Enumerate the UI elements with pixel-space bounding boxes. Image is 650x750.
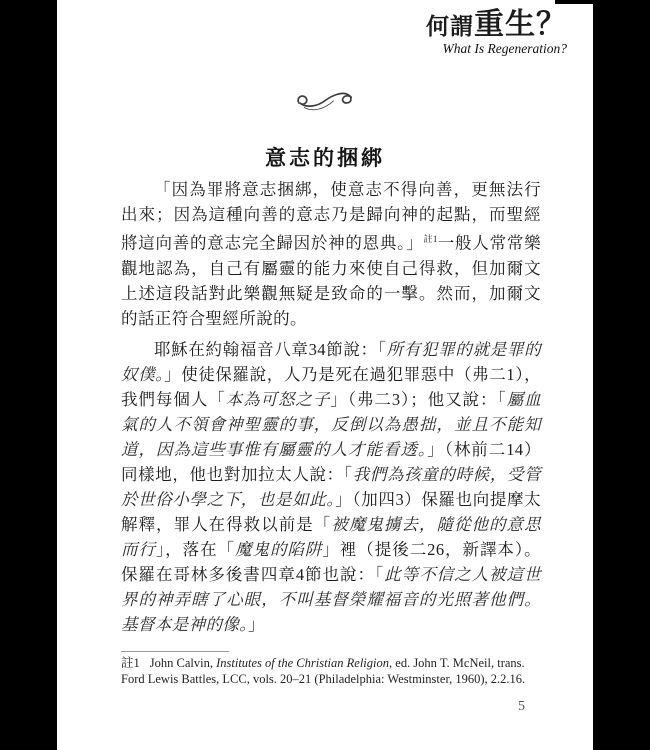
footnote-label: 註1 [121,656,140,670]
running-head [426,10,567,56]
footnote-citation: John Calvin, Institutes of the Christian Religion, ed. John T. McNeil, trans. Ford Lewis Battles, LCC, vols. 20–21 (Philadelphia: Westminster, 1960), 2.2.16. [121,656,526,686]
page-number: 5 [518,699,525,714]
book-title [426,10,567,40]
book-page [57,0,593,750]
scan-edge-artifact [555,0,593,4]
ornament-container [57,86,593,119]
body-text [121,177,541,643]
book-title-prefix: 何謂 [426,14,474,39]
footnote-block [121,651,545,687]
paragraph: 「因為罪將意志捆綁，使意志不得向善，更無法行出來；因為這種向善的意志乃是歸向神的起點，而聖經將這向善的意志完全歸因於神的恩典。」$^{註1}$一般人常常樂觀地認為，自己有屬靈的能力來使自己得救，但加爾文上述這段話對此樂觀無疑是致命的一擊。然而，加爾文的話正符合聖經所說的。 [121,180,541,328]
footnote-divider [121,651,229,652]
book-title-main: 重生？ [474,8,567,41]
section-heading: 意志的捆綁 [265,146,385,170]
footnote [121,656,545,687]
book-subtitle: What Is Regeneration? [442,41,567,56]
paragraph: 耶穌在約翰福音八章34節說：「所有犯罪的就是罪的奴僕。」使徒保羅說，人乃是死在過犯罪惡中（弗二1），我們每個人「本為可怒之子」（弗二3）；他又說：「屬血氣的人不領會神聖靈的事，反倒以為愚拙，並且不能知道，因為這些事惟有屬靈的人才能看透。」（林前二14）同樣地，他也對加拉太人說：「我們為孩童的時候，受管於世俗小學之下，也是如此。」（加四3）保羅也向提摩太解釋，罪人在得救以前是「被魔鬼擄去，隨從他的意思而行」，落在「魔鬼的陷阱」裡（提後二26，新譯本）。保羅在哥林多後書四章4節也說：「此等不信之人被這世界的神弄瞎了心眼，不叫基督榮耀福音的光照著他們。基督本是神的像。」 [121,339,542,634]
calligraphic-swirl-icon [295,101,355,118]
